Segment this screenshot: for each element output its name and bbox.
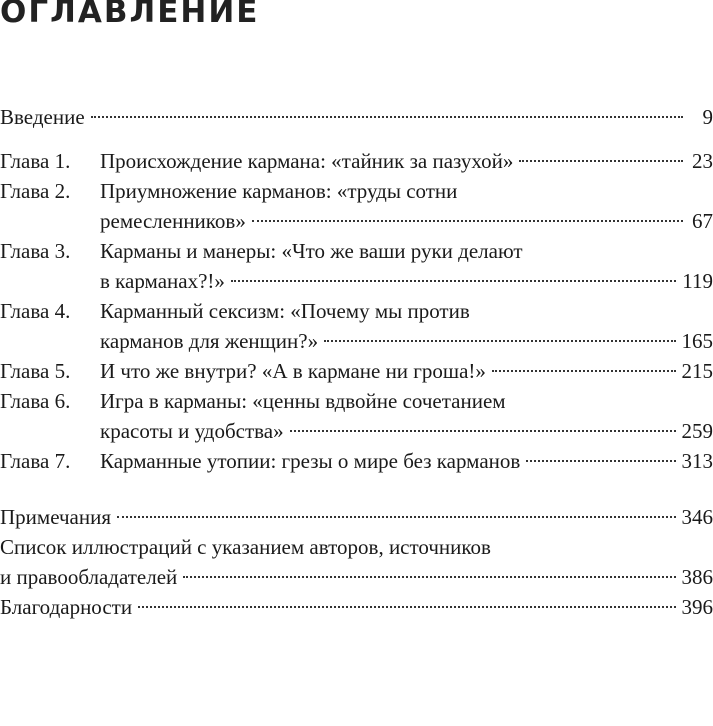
dot-leader [183,576,675,578]
toc-page-number: 313 [681,449,713,473]
toc-entry-chapter-3[interactable] [0,236,713,296]
dot-leader [290,430,676,432]
toc-entry-title: Примечания [0,505,112,529]
dot-leader [252,220,683,222]
toc-entry-title: Список иллюстраций с указанием авторов, источников [0,535,491,559]
toc-page-number: 259 [681,419,713,443]
toc-line [100,326,713,356]
dot-leader [324,340,675,342]
toc-entry-title: Карманный сексизм: «Почему мы против [100,299,470,323]
toc-line [100,386,713,416]
toc-page-number: 386 [681,565,713,589]
toc-entry-title: И что же внутри? «А в кармане ни гроша!» [100,359,486,383]
toc-entry-body [100,176,713,236]
toc-line [100,446,713,476]
toc-page-number: 67 [692,209,713,233]
toc-entry-intro[interactable] [0,102,713,132]
toc-line [0,102,713,132]
chapter-number: Глава 5. [0,359,71,383]
toc-entry-title: Приумножение карманов: «труды сотни [100,179,458,203]
toc-entry-title-continued: и правообладателей [0,565,178,589]
chapter-number: Глава 4. [0,299,71,323]
toc-entry-title: Происхождение кармана: «тайник за пазухой» [100,149,514,173]
toc-entry-chapter-7[interactable] [0,446,713,476]
toc-entry-chapter-5[interactable] [0,356,713,386]
toc-entry-title: Карманные утопии: грезы о мире без карманов [100,449,521,473]
toc-entry-body [0,592,713,622]
chapter-number: Глава 1. [0,149,71,173]
toc-entry-body [100,356,713,386]
dot-leader [117,516,675,518]
toc-page-number: 165 [681,329,713,353]
toc-entry-title-continued: ремесленников» [100,209,246,233]
toc-entry-title-continued: карманов для женщин?» [100,329,319,353]
toc-page-number: 23 [692,149,713,173]
toc-line [100,266,713,296]
table-of-contents [0,102,713,622]
toc-entry-acknowledgements[interactable] [0,592,713,622]
toc-entry-body [100,146,713,176]
dot-leader [231,280,676,282]
toc-line [0,562,713,592]
toc-entry-body [100,296,713,356]
page-title: ОГЛАВЛЕНИЕ [0,0,260,30]
dot-leader [138,606,675,608]
dot-leader [91,116,683,118]
toc-line [0,502,713,532]
dot-leader [519,160,683,162]
toc-entry-chapter-1[interactable] [0,146,713,176]
chapter-number: Глава 7. [0,449,71,473]
toc-entry-title: Благодарности [0,595,133,619]
toc-line [0,592,713,622]
toc-entry-body [100,386,713,446]
toc-line [100,146,713,176]
toc-page-number: 119 [682,269,713,293]
toc-page-number: 346 [681,505,713,529]
toc-entry-body [100,236,713,296]
toc-line [100,356,713,386]
chapter-number: Глава 6. [0,389,71,413]
toc-line [100,206,713,236]
toc-line [100,236,713,266]
toc-entry-title: Карманы и манеры: «Что же ваши руки делают [100,239,523,263]
toc-page-number: 9 [702,105,713,129]
toc-entry-notes[interactable] [0,502,713,532]
toc-entry-title-continued: красоты и удобства» [100,419,284,443]
toc-entry-title-continued: в карманах?!» [100,269,225,293]
toc-line [100,176,713,206]
toc-entry-title: Игра в карманы: «ценны вдвойне сочетанием [100,389,506,413]
toc-entry-body [0,502,713,532]
toc-entry-body [0,532,713,592]
toc-line [0,532,713,562]
toc-line [100,416,713,446]
toc-entry-body [0,102,713,132]
chapter-number: Глава 3. [0,239,71,263]
toc-entry-chapter-4[interactable] [0,296,713,356]
toc-entry-chapter-2[interactable] [0,176,713,236]
toc-entry-illustrations[interactable] [0,532,713,592]
dot-leader [492,370,676,372]
toc-page-number: 396 [681,595,713,619]
toc-entry-title: Введение [0,105,85,129]
dot-leader [526,460,675,462]
chapter-number: Глава 2. [0,179,71,203]
toc-line [100,296,713,326]
toc-page-number: 215 [681,359,713,383]
toc-entry-chapter-6[interactable] [0,386,713,446]
toc-entry-body [100,446,713,476]
